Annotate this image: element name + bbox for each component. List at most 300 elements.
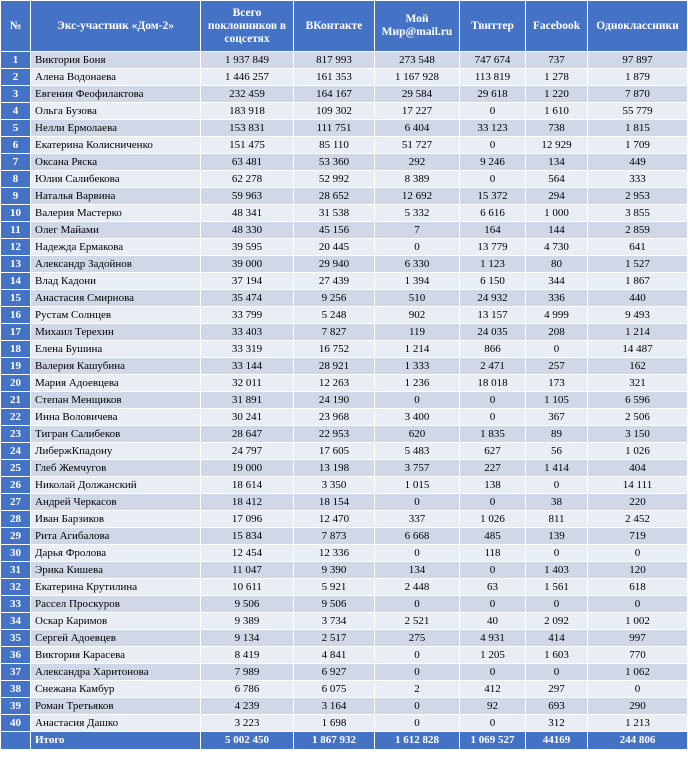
twitter-cell: 29 618 (460, 86, 526, 103)
table-row (1, 494, 688, 511)
total-fans-cell: 6 786 (201, 681, 294, 698)
vkontakte-cell: 12 336 (294, 545, 375, 562)
total-fans-cell: 59 963 (201, 188, 294, 205)
participant-name-cell: Степан Менщиков (31, 392, 201, 409)
participant-name-cell: Анастасия Смирнова (31, 290, 201, 307)
table-row (1, 239, 688, 256)
facebook-cell: 1 414 (526, 460, 588, 477)
row-number-cell: 16 (1, 307, 31, 324)
vkontakte-cell: 52 992 (294, 171, 375, 188)
twitter-cell: 118 (460, 545, 526, 562)
total-fans-cell: 62 278 (201, 171, 294, 188)
odnoklassniki-cell: 97 897 (588, 52, 688, 69)
facebook-cell: 134 (526, 154, 588, 171)
vkontakte-cell: 111 751 (294, 120, 375, 137)
total-fans-cell: 183 918 (201, 103, 294, 120)
twitter-cell: 627 (460, 443, 526, 460)
facebook-cell: 208 (526, 324, 588, 341)
vkontakte-cell: 2 517 (294, 630, 375, 647)
vkontakte-cell: 161 353 (294, 69, 375, 86)
twitter-cell: 2 471 (460, 358, 526, 375)
row-number-cell: 9 (1, 188, 31, 205)
participant-name-cell: Юлия Салибекова (31, 171, 201, 188)
row-number-cell: 17 (1, 324, 31, 341)
participant-name-cell: Ольга Бузова (31, 103, 201, 120)
facebook-cell: 2 092 (526, 613, 588, 630)
participant-name-cell: Александра Харитонова (31, 664, 201, 681)
moy-mir-cell: 6 668 (375, 528, 460, 545)
vkontakte-cell: 4 841 (294, 647, 375, 664)
facebook-cell: 1 610 (526, 103, 588, 120)
moy-mir-cell: 3 757 (375, 460, 460, 477)
moy-mir-cell: 0 (375, 239, 460, 256)
table-row (1, 511, 688, 528)
row-number-cell: 24 (1, 443, 31, 460)
moy-mir-cell: 337 (375, 511, 460, 528)
row-number-cell: 35 (1, 630, 31, 647)
row-number-cell: 40 (1, 715, 31, 732)
twitter-cell: 15 372 (460, 188, 526, 205)
vkontakte-cell: 5 921 (294, 579, 375, 596)
row-number-cell: 6 (1, 137, 31, 154)
table-row (1, 409, 688, 426)
facebook-cell: 139 (526, 528, 588, 545)
table-row (1, 681, 688, 698)
table-row (1, 171, 688, 188)
total-fans-cell: 31 891 (201, 392, 294, 409)
facebook-cell: 4 999 (526, 307, 588, 324)
table-row (1, 460, 688, 477)
participant-name-cell: Оскар Каримов (31, 613, 201, 630)
row-number-cell: 36 (1, 647, 31, 664)
twitter-cell: 164 (460, 222, 526, 239)
total-fans-cell: 1 446 257 (201, 69, 294, 86)
table-row (1, 545, 688, 562)
moy-mir-cell: 292 (375, 154, 460, 171)
total-fans-cell: 7 989 (201, 664, 294, 681)
total-vkontakte: 1 867 932 (294, 732, 375, 750)
table-row (1, 86, 688, 103)
total-fans-cell: 33 799 (201, 307, 294, 324)
participant-name-cell: Виктория Боня (31, 52, 201, 69)
vkontakte-cell: 28 652 (294, 188, 375, 205)
vkontakte-cell: 3 350 (294, 477, 375, 494)
facebook-cell: 1 403 (526, 562, 588, 579)
table-row (1, 375, 688, 392)
vkontakte-cell: 164 167 (294, 86, 375, 103)
twitter-cell: 40 (460, 613, 526, 630)
facebook-cell: 414 (526, 630, 588, 647)
odnoklassniki-cell: 1 709 (588, 137, 688, 154)
row-number-cell: 3 (1, 86, 31, 103)
table-row (1, 154, 688, 171)
row-number-cell: 33 (1, 596, 31, 613)
vkontakte-cell: 22 953 (294, 426, 375, 443)
moy-mir-cell: 17 227 (375, 103, 460, 120)
twitter-cell: 63 (460, 579, 526, 596)
total-fans-cell: 28 647 (201, 426, 294, 443)
moy-mir-cell: 29 584 (375, 86, 460, 103)
facebook-cell: 1 220 (526, 86, 588, 103)
table-row (1, 256, 688, 273)
odnoklassniki-cell: 1 527 (588, 256, 688, 273)
table-row (1, 307, 688, 324)
table-row (1, 562, 688, 579)
participant-name-cell: Влад Кадони (31, 273, 201, 290)
moy-mir-cell: 8 389 (375, 171, 460, 188)
twitter-cell: 1 026 (460, 511, 526, 528)
moy-mir-cell: 0 (375, 392, 460, 409)
vkontakte-cell: 9 506 (294, 596, 375, 613)
odnoklassniki-cell: 0 (588, 681, 688, 698)
twitter-cell: 113 819 (460, 69, 526, 86)
row-number-cell: 29 (1, 528, 31, 545)
row-number-cell: 15 (1, 290, 31, 307)
total-fans-cell: 37 194 (201, 273, 294, 290)
total-moy-mir: 1 612 828 (375, 732, 460, 750)
odnoklassniki-cell: 770 (588, 647, 688, 664)
row-number-cell: 13 (1, 256, 31, 273)
header-number: № (1, 1, 31, 52)
twitter-cell: 1 205 (460, 647, 526, 664)
moy-mir-cell: 1 333 (375, 358, 460, 375)
participant-name-cell: Роман Третьяков (31, 698, 201, 715)
odnoklassniki-cell: 440 (588, 290, 688, 307)
facebook-cell: 257 (526, 358, 588, 375)
header-vkontakte: ВКонтакте (294, 1, 375, 52)
vkontakte-cell: 5 248 (294, 307, 375, 324)
facebook-cell: 0 (526, 545, 588, 562)
total-fans-cell: 8 419 (201, 647, 294, 664)
facebook-cell: 80 (526, 256, 588, 273)
participant-name-cell: Глеб Жемчугов (31, 460, 201, 477)
total-fans-cell: 153 831 (201, 120, 294, 137)
vkontakte-cell: 1 698 (294, 715, 375, 732)
vkontakte-cell: 6 927 (294, 664, 375, 681)
odnoklassniki-cell: 1 867 (588, 273, 688, 290)
facebook-cell: 56 (526, 443, 588, 460)
moy-mir-cell: 2 521 (375, 613, 460, 630)
vkontakte-cell: 28 921 (294, 358, 375, 375)
row-number-cell: 5 (1, 120, 31, 137)
twitter-cell: 9 246 (460, 154, 526, 171)
total-fans-cell: 33 319 (201, 341, 294, 358)
odnoklassniki-cell: 1 062 (588, 664, 688, 681)
facebook-cell: 294 (526, 188, 588, 205)
twitter-cell: 138 (460, 477, 526, 494)
moy-mir-cell: 1 236 (375, 375, 460, 392)
table-row (1, 715, 688, 732)
total-fans-cell: 24 797 (201, 443, 294, 460)
total-fans-cell: 15 834 (201, 528, 294, 545)
table-row (1, 52, 688, 69)
participant-name-cell: Олег Майами (31, 222, 201, 239)
row-number-cell: 7 (1, 154, 31, 171)
moy-mir-cell: 902 (375, 307, 460, 324)
odnoklassniki-cell: 1 002 (588, 613, 688, 630)
facebook-cell: 1 603 (526, 647, 588, 664)
total-fans-cell: 9 389 (201, 613, 294, 630)
moy-mir-cell: 0 (375, 698, 460, 715)
total-fans-cell: 33 144 (201, 358, 294, 375)
facebook-cell: 89 (526, 426, 588, 443)
table-row (1, 579, 688, 596)
total-fans-cell: 3 223 (201, 715, 294, 732)
total-fans-cell: 12 454 (201, 545, 294, 562)
vkontakte-cell: 31 538 (294, 205, 375, 222)
vkontakte-cell: 16 752 (294, 341, 375, 358)
table-row (1, 137, 688, 154)
odnoklassniki-cell: 404 (588, 460, 688, 477)
moy-mir-cell: 0 (375, 664, 460, 681)
facebook-cell: 1 105 (526, 392, 588, 409)
twitter-cell: 4 931 (460, 630, 526, 647)
total-fans-cell: 33 403 (201, 324, 294, 341)
vkontakte-cell: 3 164 (294, 698, 375, 715)
twitter-cell: 0 (460, 392, 526, 409)
total-fans-cell: 32 011 (201, 375, 294, 392)
moy-mir-cell: 0 (375, 715, 460, 732)
vkontakte-cell: 20 445 (294, 239, 375, 256)
facebook-cell: 38 (526, 494, 588, 511)
table-row (1, 273, 688, 290)
twitter-cell: 92 (460, 698, 526, 715)
participant-name-cell: Екатерина Крутилина (31, 579, 201, 596)
table-row (1, 120, 688, 137)
total-fans-cell: 17 096 (201, 511, 294, 528)
odnoklassniki-cell: 2 859 (588, 222, 688, 239)
facebook-cell: 297 (526, 681, 588, 698)
total-fans-cell: 18 412 (201, 494, 294, 511)
row-number-cell: 37 (1, 664, 31, 681)
total-fans-cell: 18 614 (201, 477, 294, 494)
total-fans-cell: 151 475 (201, 137, 294, 154)
row-number-cell: 23 (1, 426, 31, 443)
moy-mir-cell: 119 (375, 324, 460, 341)
row-number-cell: 28 (1, 511, 31, 528)
participant-name-cell: Оксана Ряска (31, 154, 201, 171)
facebook-cell: 367 (526, 409, 588, 426)
twitter-cell: 18 018 (460, 375, 526, 392)
participant-name-cell: Андрей Черкасов (31, 494, 201, 511)
row-number-cell: 31 (1, 562, 31, 579)
participant-name-cell: Снежана Камбур (31, 681, 201, 698)
total-fans-cell: 48 341 (201, 205, 294, 222)
facebook-cell: 0 (526, 664, 588, 681)
table-row (1, 698, 688, 715)
twitter-cell: 0 (460, 562, 526, 579)
total-fans-cell: 9 134 (201, 630, 294, 647)
moy-mir-cell: 0 (375, 494, 460, 511)
twitter-cell: 13 157 (460, 307, 526, 324)
facebook-cell: 12 929 (526, 137, 588, 154)
vkontakte-cell: 3 734 (294, 613, 375, 630)
twitter-cell: 0 (460, 409, 526, 426)
total-fans-cell: 4 239 (201, 698, 294, 715)
total-fans-cell: 1 937 849 (201, 52, 294, 69)
moy-mir-cell: 1 214 (375, 341, 460, 358)
moy-mir-cell: 1 167 928 (375, 69, 460, 86)
odnoklassniki-cell: 0 (588, 596, 688, 613)
facebook-cell: 144 (526, 222, 588, 239)
facebook-cell: 336 (526, 290, 588, 307)
row-number-cell: 22 (1, 409, 31, 426)
vkontakte-cell: 17 605 (294, 443, 375, 460)
odnoklassniki-cell: 0 (588, 545, 688, 562)
row-number-cell: 26 (1, 477, 31, 494)
row-number-cell: 30 (1, 545, 31, 562)
facebook-cell: 0 (526, 477, 588, 494)
moy-mir-cell: 620 (375, 426, 460, 443)
odnoklassniki-cell: 997 (588, 630, 688, 647)
header-facebook: Facebook (526, 1, 588, 52)
row-number-cell: 34 (1, 613, 31, 630)
vkontakte-cell: 7 873 (294, 528, 375, 545)
odnoklassniki-cell: 7 870 (588, 86, 688, 103)
twitter-cell: 227 (460, 460, 526, 477)
facebook-cell: 312 (526, 715, 588, 732)
vkontakte-cell: 6 075 (294, 681, 375, 698)
vkontakte-cell: 9 390 (294, 562, 375, 579)
odnoklassniki-cell: 1 213 (588, 715, 688, 732)
vkontakte-cell: 109 302 (294, 103, 375, 120)
participant-name-cell: Мария Адоевцева (31, 375, 201, 392)
moy-mir-cell: 51 727 (375, 137, 460, 154)
vkontakte-cell: 12 470 (294, 511, 375, 528)
facebook-cell: 564 (526, 171, 588, 188)
vkontakte-cell: 85 110 (294, 137, 375, 154)
header-participant: Экс-участник «Дом-2» (31, 1, 201, 52)
header-total-fans: Всего поклонников в соцсетях (201, 1, 294, 52)
facebook-cell: 344 (526, 273, 588, 290)
table-row (1, 477, 688, 494)
odnoklassniki-cell: 1 815 (588, 120, 688, 137)
row-number-cell: 1 (1, 52, 31, 69)
row-number-cell: 25 (1, 460, 31, 477)
total-fans-cell: 30 241 (201, 409, 294, 426)
total-fans-cell: 19 000 (201, 460, 294, 477)
row-number-cell: 18 (1, 341, 31, 358)
total-fans-cell: 35 474 (201, 290, 294, 307)
header-twitter: Твиттер (460, 1, 526, 52)
moy-mir-cell: 275 (375, 630, 460, 647)
moy-mir-cell: 273 548 (375, 52, 460, 69)
moy-mir-cell: 3 400 (375, 409, 460, 426)
odnoklassniki-cell: 333 (588, 171, 688, 188)
participant-name-cell: Рассел Проскуров (31, 596, 201, 613)
twitter-cell: 0 (460, 137, 526, 154)
twitter-cell: 24 932 (460, 290, 526, 307)
participant-name-cell: Нелли Ермолаева (31, 120, 201, 137)
facebook-cell: 1 561 (526, 579, 588, 596)
facebook-cell: 173 (526, 375, 588, 392)
odnoklassniki-cell: 719 (588, 528, 688, 545)
moy-mir-cell: 0 (375, 596, 460, 613)
moy-mir-cell: 2 448 (375, 579, 460, 596)
participant-name-cell: Александр Задойнов (31, 256, 201, 273)
row-number-cell: 12 (1, 239, 31, 256)
table-row (1, 69, 688, 86)
total-fans-cell: 63 481 (201, 154, 294, 171)
odnoklassniki-cell: 321 (588, 375, 688, 392)
total-fans-cell: 232 459 (201, 86, 294, 103)
table-row (1, 630, 688, 647)
vkontakte-cell: 53 360 (294, 154, 375, 171)
moy-mir-cell: 1 015 (375, 477, 460, 494)
odnoklassniki-cell: 162 (588, 358, 688, 375)
table-row (1, 341, 688, 358)
facebook-cell: 693 (526, 698, 588, 715)
total-label: Итого (31, 732, 201, 750)
vkontakte-cell: 24 190 (294, 392, 375, 409)
table-row (1, 358, 688, 375)
vkontakte-cell: 7 827 (294, 324, 375, 341)
odnoklassniki-cell: 2 452 (588, 511, 688, 528)
table-row (1, 443, 688, 460)
odnoklassniki-cell: 9 493 (588, 307, 688, 324)
odnoklassniki-cell: 120 (588, 562, 688, 579)
odnoklassniki-cell: 3 855 (588, 205, 688, 222)
participant-name-cell: ЛибержКпадону (31, 443, 201, 460)
row-number-cell: 14 (1, 273, 31, 290)
row-number-cell: 21 (1, 392, 31, 409)
participant-name-cell: Валерия Кашубина (31, 358, 201, 375)
facebook-cell: 0 (526, 341, 588, 358)
row-number-cell: 20 (1, 375, 31, 392)
facebook-cell: 1 000 (526, 205, 588, 222)
total-odnoklassniki: 244 806 (588, 732, 688, 750)
moy-mir-cell: 134 (375, 562, 460, 579)
odnoklassniki-cell: 1 879 (588, 69, 688, 86)
odnoklassniki-cell: 290 (588, 698, 688, 715)
participant-name-cell: Инна Воловичева (31, 409, 201, 426)
odnoklassniki-cell: 2 506 (588, 409, 688, 426)
table-row (1, 290, 688, 307)
twitter-cell: 485 (460, 528, 526, 545)
twitter-cell: 1 123 (460, 256, 526, 273)
facebook-cell: 811 (526, 511, 588, 528)
total-fans-cell: 9 506 (201, 596, 294, 613)
vkontakte-cell: 9 256 (294, 290, 375, 307)
facebook-cell: 4 730 (526, 239, 588, 256)
total-number-cell (1, 732, 31, 750)
participant-name-cell: Николай Должанский (31, 477, 201, 494)
table-row (1, 324, 688, 341)
participant-name-cell: Надежда Ермакова (31, 239, 201, 256)
vkontakte-cell: 29 940 (294, 256, 375, 273)
moy-mir-cell: 2 (375, 681, 460, 698)
participant-name-cell: Дарья Фролова (31, 545, 201, 562)
participant-name-cell: Екатерина Колисниченко (31, 137, 201, 154)
odnoklassniki-cell: 55 779 (588, 103, 688, 120)
vkontakte-cell: 12 263 (294, 375, 375, 392)
moy-mir-cell: 5 332 (375, 205, 460, 222)
facebook-cell: 1 278 (526, 69, 588, 86)
row-number-cell: 32 (1, 579, 31, 596)
vkontakte-cell: 817 993 (294, 52, 375, 69)
twitter-cell: 747 674 (460, 52, 526, 69)
header-moy-mir: Мой Мир@mail.ru (375, 1, 460, 52)
twitter-cell: 412 (460, 681, 526, 698)
table-row (1, 647, 688, 664)
participant-name-cell: Михаил Терехин (31, 324, 201, 341)
odnoklassniki-cell: 6 596 (588, 392, 688, 409)
odnoklassniki-cell: 14 111 (588, 477, 688, 494)
odnoklassniki-cell: 14 487 (588, 341, 688, 358)
row-number-cell: 10 (1, 205, 31, 222)
total-facebook: 44169 (526, 732, 588, 750)
twitter-cell: 0 (460, 103, 526, 120)
